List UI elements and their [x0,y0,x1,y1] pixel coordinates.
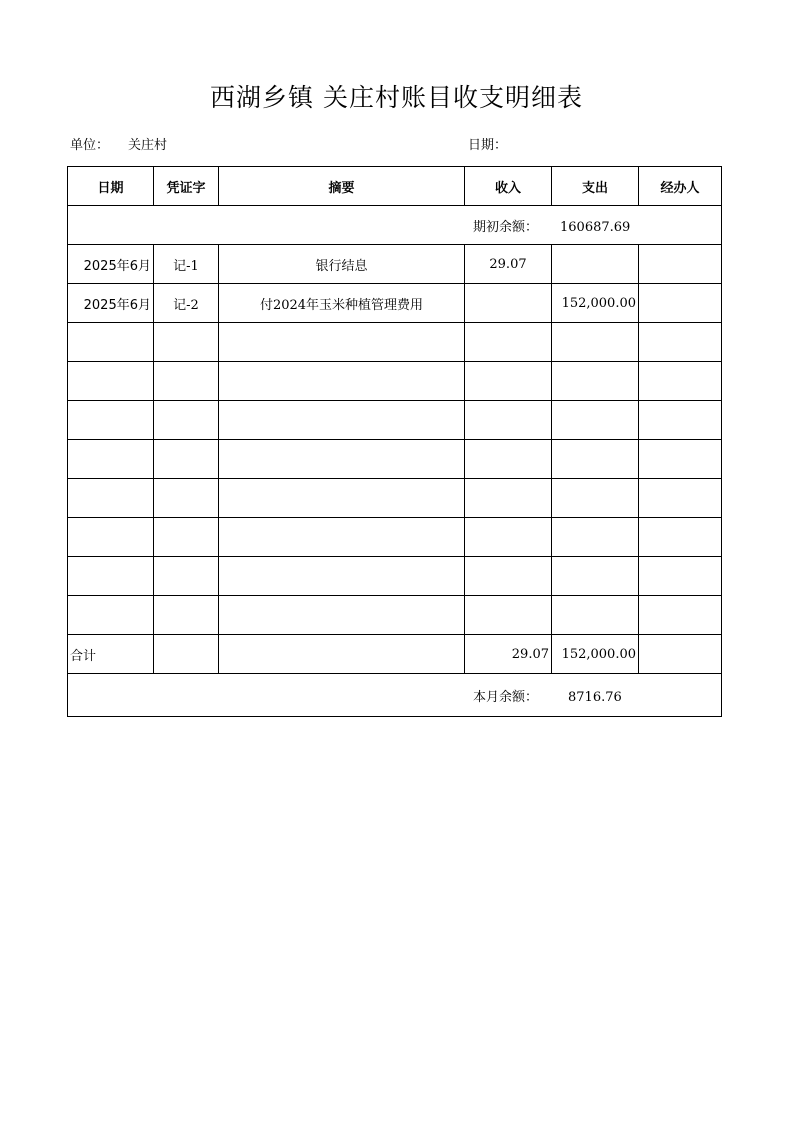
total-income: 29.07 [465,635,552,674]
ledger-table [67,166,722,717]
empty-row [68,362,722,401]
empty-row [68,518,722,557]
column-header-handler: 经办人 [639,167,722,206]
cell-expense [552,245,639,284]
total-label: 合计 [68,635,154,674]
opening-balance-label: 期初余额： [473,219,539,235]
table-header-row [68,167,722,206]
closing-balance-cell [68,674,722,717]
date-label: 日期： [468,138,508,153]
opening-balance-value: 160687.69 [560,219,631,235]
date-field [468,134,507,153]
cell-income: 29.07 [465,245,552,284]
empty-row [68,596,722,635]
table-row [68,284,722,323]
empty-row [68,440,722,479]
cell-voucher: 记-2 [154,284,219,323]
cell-income [465,284,552,323]
closing-balance-value: 8716.76 [568,689,622,705]
unit-field [70,134,167,153]
unit-value: 关庄村 [128,138,168,153]
opening-balance-row [68,206,722,245]
cell-summary: 付2024年玉米种植管理费用 [219,284,465,323]
total-row [68,635,722,674]
cell-summary: 银行结息 [219,245,465,284]
column-header-expense: 支出 [552,167,639,206]
opening-balance-cell [68,206,722,245]
column-header-income: 收入 [465,167,552,206]
column-header-voucher: 凭证字 [154,167,219,206]
cell-date: 2025年6月 [68,245,154,284]
closing-balance-row [68,674,722,717]
cell-handler [639,245,722,284]
column-header-summary: 摘要 [219,167,465,206]
cell-voucher: 记-1 [154,245,219,284]
unit-label: 单位： [70,138,110,153]
empty-row [68,401,722,440]
total-expense: 152,000.00 [552,635,639,674]
cell-date: 2025年6月 [68,284,154,323]
table-row [68,245,722,284]
closing-balance-label: 本月余额： [473,689,539,705]
empty-row [68,557,722,596]
cell-handler [639,284,722,323]
empty-row [68,479,722,518]
cell-expense: 152,000.00 [552,284,639,323]
empty-row [68,323,722,362]
column-header-date: 日期 [68,167,154,206]
page-title: 西湖乡镇 关庄村账目收支明细表 [210,83,583,112]
